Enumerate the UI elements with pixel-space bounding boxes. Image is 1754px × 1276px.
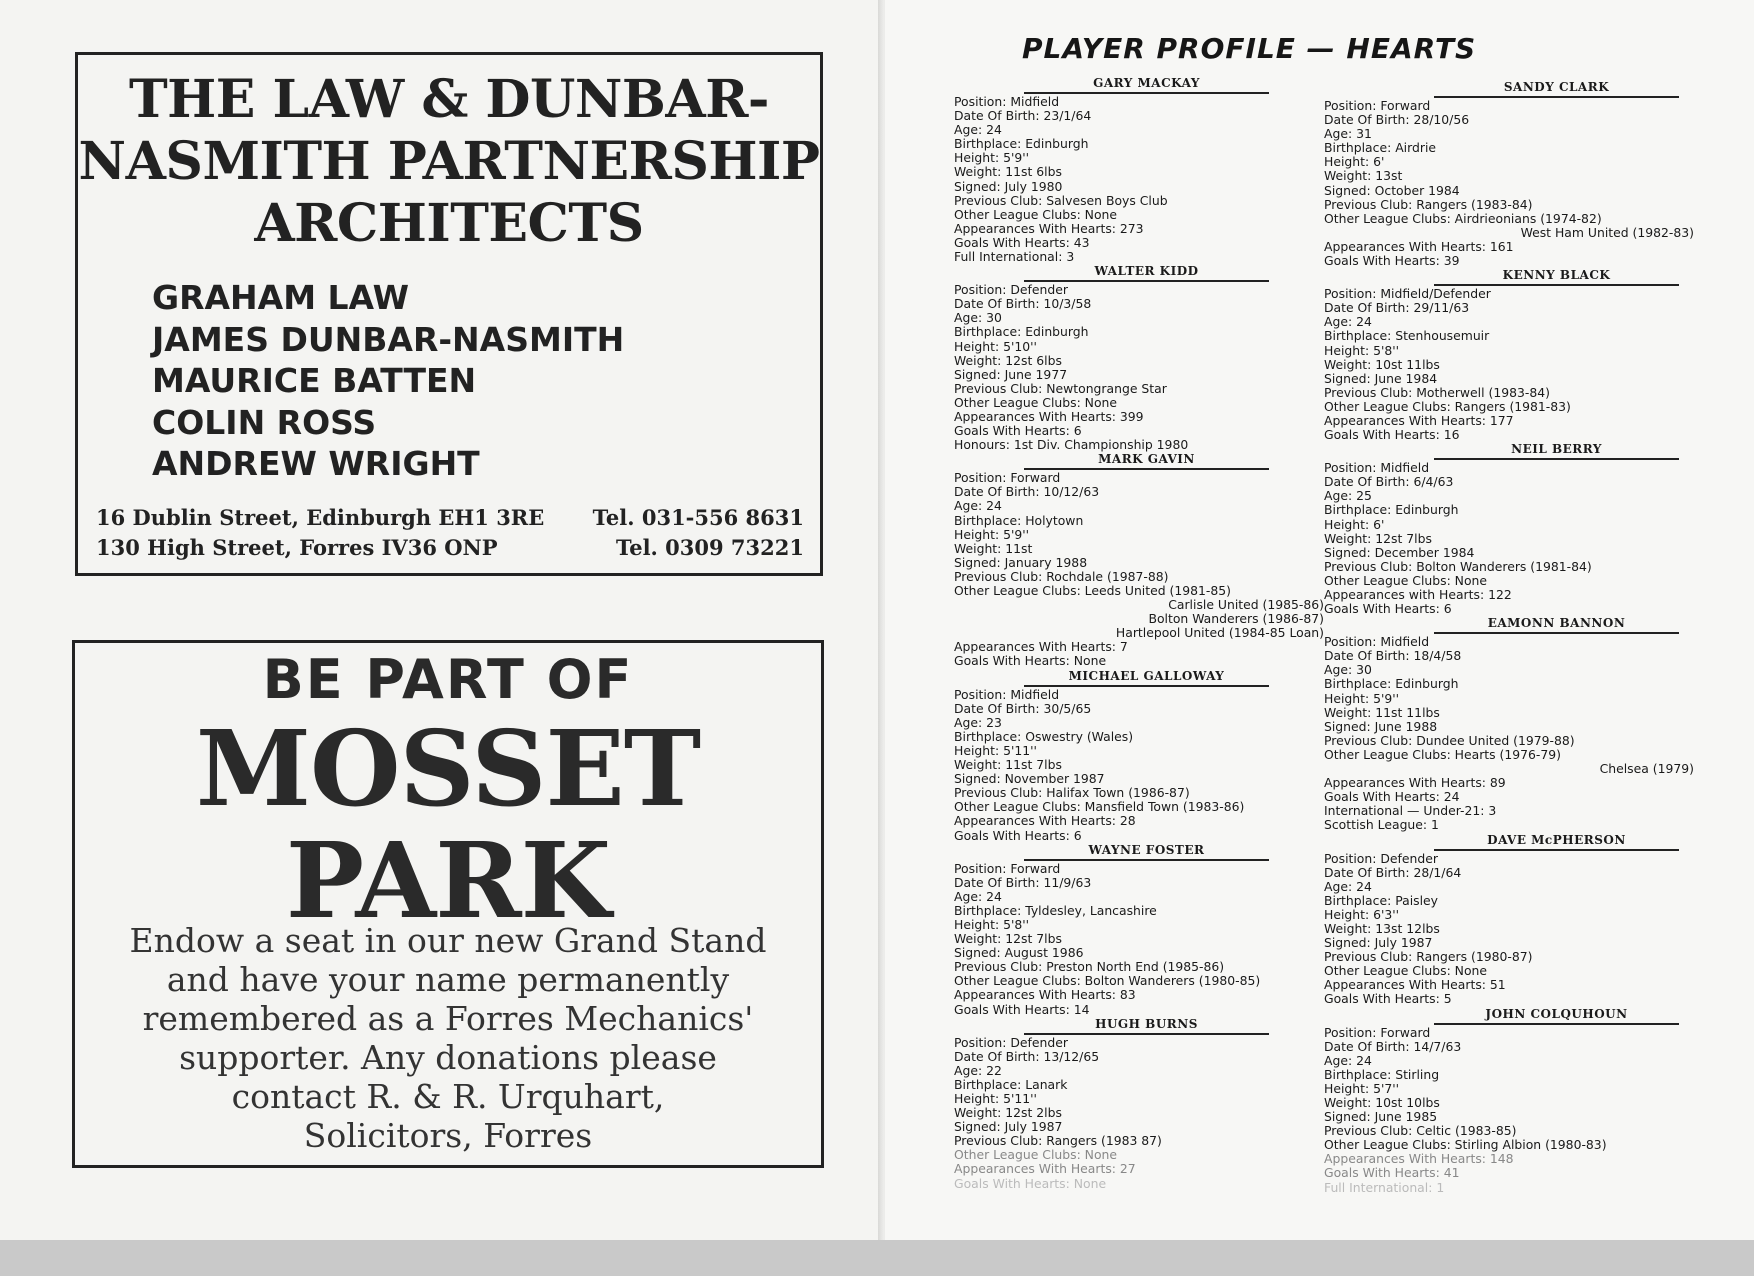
profile-field: Date Of Birth: 14/7/63 bbox=[1324, 1038, 1462, 1054]
big-title-line: MOSSET bbox=[195, 707, 701, 830]
profile-field: Date Of Birth: 13/12/65 bbox=[954, 1048, 1100, 1064]
profile-field: Other League Clubs: Airdrieonians (1974-82) bbox=[1324, 210, 1602, 226]
profile-field-continued: Carlisle United (1985-86) bbox=[1168, 597, 1324, 613]
profile-field-continued: Bolton Wanderers (1986-87) bbox=[1148, 611, 1324, 627]
big-title-line: PARK bbox=[285, 819, 611, 942]
profile-field: Weight: 12st 2lbs bbox=[954, 1105, 1062, 1121]
profile-field: Date Of Birth: 11/9/63 bbox=[954, 874, 1092, 890]
player-profile bbox=[954, 843, 1324, 1017]
player-profile bbox=[1324, 616, 1694, 832]
profile-field: Date Of Birth: 6/4/63 bbox=[1324, 474, 1454, 490]
profile-field: Previous Club: Celtic (1983-85) bbox=[1324, 1123, 1517, 1139]
player-name: MARK GAVIN bbox=[1024, 452, 1269, 470]
profile-field: Height: 6'3'' bbox=[1324, 906, 1400, 922]
profile-field: Position: Defender bbox=[954, 282, 1068, 298]
profile-field: Appearances With Hearts: 148 bbox=[1324, 1151, 1514, 1167]
profile-field: Other League Clubs: None bbox=[1324, 963, 1488, 979]
partner-name: ANDREW WRIGHT bbox=[152, 444, 480, 483]
profile-field: Age: 24 bbox=[1324, 878, 1372, 894]
player-name: DAVE McPHERSON bbox=[1434, 833, 1679, 851]
profile-field: Height: 5'8'' bbox=[1324, 342, 1400, 358]
profile-field: Signed: December 1984 bbox=[1324, 544, 1475, 560]
profile-field: Height: 5'10'' bbox=[954, 338, 1037, 354]
title-line: ARCHITECTS bbox=[254, 193, 644, 254]
player-profile bbox=[954, 1017, 1324, 1191]
profile-field: Appearances With Hearts: 273 bbox=[954, 220, 1144, 236]
profile-field: Date Of Birth: 23/1/64 bbox=[954, 108, 1092, 124]
player-name: WALTER KIDD bbox=[1024, 264, 1269, 282]
profile-field: Position: Defender bbox=[1324, 850, 1438, 866]
profile-field: Position: Midfield bbox=[954, 94, 1060, 109]
profile-field: Age: 24 bbox=[1324, 314, 1372, 330]
profile-field: Appearances With Hearts: 161 bbox=[1324, 238, 1514, 254]
profile-field: Full International: 1 bbox=[1324, 1179, 1445, 1195]
profile-field: Date Of Birth: 10/12/63 bbox=[954, 484, 1100, 500]
profile-field: Age: 24 bbox=[954, 498, 1002, 514]
partner-name: MAURICE BATTEN bbox=[152, 361, 477, 400]
profile-field: Signed: July 1987 bbox=[954, 1119, 1063, 1135]
profile-field: Age: 24 bbox=[1324, 1052, 1372, 1068]
title-line: NASMITH PARTNERSHIP bbox=[78, 131, 820, 192]
profile-field: Age: 30 bbox=[954, 310, 1002, 326]
profile-field: Date Of Birth: 28/10/56 bbox=[1324, 112, 1470, 128]
profile-field: Position: Forward bbox=[954, 470, 1061, 486]
profile-field: Age: 22 bbox=[954, 1062, 1002, 1078]
profile-field: Age: 31 bbox=[1324, 126, 1372, 142]
player-name: KENNY BLACK bbox=[1434, 268, 1679, 286]
player-name: NEIL BERRY bbox=[1434, 442, 1679, 460]
profile-field: Previous Club: Salvesen Boys Club bbox=[954, 192, 1168, 208]
profile-field: Birthplace: Stenhousemuir bbox=[1324, 328, 1490, 344]
profile-field: Appearances With Hearts: 177 bbox=[1324, 412, 1514, 428]
profile-field: Signed: August 1986 bbox=[954, 945, 1084, 961]
profile-field: Date Of Birth: 10/3/58 bbox=[954, 296, 1092, 312]
profile-field: Goals With Hearts: None bbox=[954, 653, 1107, 669]
profile-field: Birthplace: Edinburgh bbox=[954, 324, 1089, 340]
profile-field: Date Of Birth: 30/5/65 bbox=[954, 700, 1092, 716]
partner-name: COLIN ROSS bbox=[152, 402, 377, 442]
profile-field: Birthplace: Paisley bbox=[1324, 892, 1439, 908]
player-name: GARY MACKAY bbox=[1024, 76, 1269, 94]
profile-field: Other League Clubs: Rangers (1981-83) bbox=[1324, 398, 1571, 414]
address-text: 16 Dublin Street, Edinburgh EH1 3RE bbox=[96, 505, 545, 530]
profile-field: Height: 5'11'' bbox=[954, 742, 1037, 758]
body-line: contact R. & R. Urquhart, bbox=[231, 1077, 665, 1116]
profile-field: Position: Defender bbox=[954, 1034, 1068, 1050]
profile-field: Other League Clubs: None bbox=[1324, 572, 1488, 588]
player-profile bbox=[1324, 1007, 1694, 1195]
profile-field: Appearances With Hearts: 83 bbox=[954, 987, 1136, 1003]
profile-field: Weight: 11st 7lbs bbox=[954, 757, 1062, 773]
profile-field: Birthplace: Tyldesley, Lancashire bbox=[954, 902, 1157, 918]
profile-field: Position: Midfield bbox=[1324, 634, 1430, 650]
player-name: JOHN COLQUHOUN bbox=[1434, 1007, 1679, 1025]
profile-field: Signed: June 1977 bbox=[954, 366, 1068, 382]
profile-field: Goals With Hearts: 6 bbox=[954, 423, 1082, 439]
profile-field: Weight: 12st 6lbs bbox=[954, 352, 1062, 368]
profile-field-continued: Chelsea (1979) bbox=[1599, 761, 1694, 777]
profile-field: Goals With Hearts: 24 bbox=[1324, 789, 1460, 805]
player-name: WAYNE FOSTER bbox=[1024, 843, 1269, 861]
profile-field: Appearances With Hearts: 89 bbox=[1324, 775, 1506, 791]
profile-field: Other League Clubs: Bolton Wanderers (1980-85) bbox=[954, 973, 1261, 989]
profile-field: Appearances With Hearts: 399 bbox=[954, 408, 1144, 424]
player-profile bbox=[1324, 80, 1694, 268]
profile-field: Height: 5'9'' bbox=[1324, 690, 1400, 706]
profile-field: Age: 24 bbox=[954, 122, 1002, 138]
body-line: Solicitors, Forres bbox=[303, 1116, 593, 1155]
profile-field: Appearances With Hearts: 27 bbox=[954, 1161, 1136, 1177]
profile-field: Birthplace: Airdrie bbox=[1324, 140, 1437, 156]
page-title: PLAYER PROFILE — HEARTS bbox=[1022, 32, 1477, 65]
advert-body bbox=[75, 921, 821, 1155]
player-profile bbox=[954, 452, 1324, 668]
profile-field: Date Of Birth: 28/1/64 bbox=[1324, 864, 1462, 880]
profile-field: Height: 5'7'' bbox=[1324, 1080, 1400, 1096]
profile-field: Appearances With Hearts: 7 bbox=[954, 639, 1128, 655]
profile-field: Weight: 10st 11lbs bbox=[1324, 356, 1440, 372]
profile-field: Other League Clubs: None bbox=[954, 394, 1118, 410]
profile-field: Birthplace: Edinburgh bbox=[1324, 676, 1459, 692]
profile-field: Birthplace: Edinburgh bbox=[954, 136, 1089, 152]
advert-title bbox=[78, 69, 820, 255]
address-text: 130 High Street, Forres IV36 ONP bbox=[96, 535, 498, 560]
profile-field: Appearances with Hearts: 122 bbox=[1324, 587, 1512, 602]
profile-field: Previous Club: Dundee United (1979-88) bbox=[1324, 732, 1575, 748]
profile-field: Other League Clubs: None bbox=[954, 1147, 1118, 1163]
player-profile bbox=[954, 76, 1324, 264]
mosset-park-advert bbox=[72, 640, 824, 1168]
profile-field: Signed: November 1987 bbox=[954, 771, 1105, 787]
profile-field-continued: Hartlepool United (1984-85 Loan) bbox=[1115, 625, 1324, 641]
profile-field: Weight: 11st 6lbs bbox=[954, 164, 1062, 180]
profile-field: Weight: 11st bbox=[954, 540, 1033, 556]
profile-field: Age: 23 bbox=[954, 714, 1002, 730]
profile-field: Birthplace: Edinburgh bbox=[1324, 502, 1459, 518]
profile-field: Weight: 13st bbox=[1324, 168, 1403, 184]
profile-field-continued: West Ham United (1982-83) bbox=[1520, 224, 1694, 240]
profile-field: Signed: June 1988 bbox=[1324, 718, 1438, 734]
profile-field: Goals With Hearts: 5 bbox=[1324, 991, 1452, 1007]
profile-field: Previous Club: Bolton Wanderers (1981-84) bbox=[1324, 558, 1592, 574]
profile-field: Position: Forward bbox=[1324, 1024, 1431, 1040]
profile-field: Appearances With Hearts: 51 bbox=[1324, 977, 1506, 993]
profile-field: Previous Club: Rangers (1983 87) bbox=[954, 1133, 1162, 1149]
partner-name: GRAHAM LAW bbox=[152, 278, 410, 317]
profile-field: Age: 24 bbox=[954, 888, 1002, 904]
profile-field: Height: 6' bbox=[1324, 516, 1385, 532]
architects-advert bbox=[75, 52, 823, 576]
telephone-text: Tel. 031-556 8631 bbox=[592, 505, 804, 530]
profile-field: Signed: June 1985 bbox=[1324, 1109, 1438, 1125]
profile-field: Goals With Hearts: 43 bbox=[954, 234, 1090, 250]
partner-name: JAMES DUNBAR-NASMITH bbox=[152, 319, 625, 359]
profile-field: Previous Club: Rochdale (1987-88) bbox=[954, 568, 1169, 584]
profile-field: Date Of Birth: 29/11/63 bbox=[1324, 300, 1470, 316]
profile-field: Previous Club: Rangers (1980-87) bbox=[1324, 949, 1533, 965]
player-name: SANDY CLARK bbox=[1434, 80, 1679, 98]
profile-field: Previous Club: Halifax Town (1986-87) bbox=[954, 785, 1190, 801]
profile-field: Signed: July 1980 bbox=[954, 178, 1063, 194]
player-profile bbox=[954, 669, 1324, 843]
profile-field: Appearances With Hearts: 28 bbox=[954, 813, 1136, 829]
profile-field: Previous Club: Rangers (1983-84) bbox=[1324, 196, 1533, 212]
profile-column-right bbox=[1324, 80, 1694, 1195]
profile-field: Goals With Hearts: 6 bbox=[1324, 601, 1452, 617]
left-page bbox=[0, 0, 880, 1240]
body-line: remembered as a Forres Mechanics' bbox=[142, 999, 754, 1038]
profile-field: Goals With Hearts: 16 bbox=[1324, 427, 1460, 443]
body-line: Endow a seat in our new Grand Stand bbox=[129, 921, 767, 960]
profile-field: Age: 25 bbox=[1324, 488, 1372, 504]
profile-field: Weight: 10st 10lbs bbox=[1324, 1095, 1440, 1110]
profile-field: Signed: July 1987 bbox=[1324, 935, 1433, 951]
profile-field: Weight: 12st 7lbs bbox=[1324, 530, 1432, 546]
profile-field: Position: Midfield/Defender bbox=[1324, 286, 1491, 302]
profile-field: Other League Clubs: Hearts (1976-79) bbox=[1324, 746, 1562, 762]
profile-field: Position: Forward bbox=[1324, 98, 1431, 113]
profile-field: Full International: 3 bbox=[954, 249, 1075, 265]
player-profile bbox=[1324, 268, 1694, 442]
profile-field: Weight: 13st 12lbs bbox=[1324, 920, 1440, 936]
profile-field: Goals With Hearts: 39 bbox=[1324, 253, 1460, 269]
player-name: EAMONN BANNON bbox=[1434, 616, 1679, 634]
address-row bbox=[96, 533, 804, 563]
profile-field: Weight: 12st 7lbs bbox=[954, 931, 1062, 947]
profile-field: Honours: 1st Div. Championship 1980 bbox=[954, 437, 1189, 453]
profile-field: Birthplace: Holytown bbox=[954, 512, 1084, 528]
profile-field: Scottish League: 1 bbox=[1324, 817, 1439, 833]
profile-field: Height: 5'9'' bbox=[954, 150, 1030, 166]
scan-background bbox=[0, 1240, 1754, 1276]
profile-field: Other League Clubs: Stirling Albion (1980-83) bbox=[1324, 1137, 1607, 1153]
profile-field: Signed: January 1988 bbox=[954, 554, 1088, 570]
player-profile bbox=[954, 264, 1324, 452]
profile-field: Height: 5'8'' bbox=[954, 916, 1030, 932]
profile-field: Position: Forward bbox=[954, 860, 1061, 876]
address-row bbox=[96, 503, 804, 533]
profile-field: Birthplace: Oswestry (Wales) bbox=[954, 728, 1134, 744]
profile-field: Birthplace: Stirling bbox=[1324, 1066, 1440, 1082]
profile-field: Goals With Hearts: 41 bbox=[1324, 1165, 1460, 1181]
profile-field: Other League Clubs: Mansfield Town (1983-86) bbox=[954, 799, 1245, 815]
profile-field: Signed: June 1984 bbox=[1324, 370, 1438, 386]
profile-field: Height: 5'9'' bbox=[954, 526, 1030, 542]
profile-field: Signed: October 1984 bbox=[1324, 182, 1460, 198]
body-line: supporter. Any donations please bbox=[179, 1038, 717, 1077]
player-name: MICHAEL GALLOWAY bbox=[1024, 669, 1269, 687]
profile-field: Height: 5'11'' bbox=[954, 1091, 1037, 1106]
profile-field: Height: 6' bbox=[1324, 154, 1385, 170]
profile-field: Position: Midfield bbox=[954, 686, 1060, 702]
profile-field: Age: 30 bbox=[1324, 662, 1372, 678]
profile-field: Other League Clubs: None bbox=[954, 206, 1118, 222]
profile-field: Position: Midfield bbox=[1324, 460, 1430, 476]
profile-field: Weight: 11st 11lbs bbox=[1324, 704, 1440, 720]
profile-field: Date Of Birth: 18/4/58 bbox=[1324, 648, 1462, 664]
player-profile bbox=[1324, 833, 1694, 1007]
profile-field: Previous Club: Preston North End (1985-86) bbox=[954, 959, 1225, 975]
profile-field: Previous Club: Newtongrange Star bbox=[954, 380, 1167, 396]
title-line: THE LAW & DUNBAR- bbox=[128, 69, 769, 130]
body-line: and have your name permanently bbox=[166, 960, 730, 999]
advert-heading: BE PART OF bbox=[262, 648, 634, 711]
player-profile bbox=[1324, 442, 1694, 616]
partner-list bbox=[152, 277, 624, 485]
profile-field: Goals With Hearts: None bbox=[954, 1175, 1107, 1191]
address-block bbox=[96, 503, 804, 563]
player-name: HUGH BURNS bbox=[1024, 1017, 1269, 1035]
profile-field: International — Under-21: 3 bbox=[1324, 803, 1497, 819]
profile-field: Other League Clubs: Leeds United (1981-85) bbox=[954, 583, 1231, 598]
profile-field: Goals With Hearts: 6 bbox=[954, 827, 1082, 843]
profile-field: Goals With Hearts: 14 bbox=[954, 1001, 1090, 1017]
profile-field: Birthplace: Lanark bbox=[954, 1076, 1068, 1092]
profile-column-left bbox=[954, 76, 1324, 1191]
telephone-text: Tel. 0309 73221 bbox=[616, 535, 804, 560]
profile-field: Previous Club: Motherwell (1983-84) bbox=[1324, 384, 1550, 400]
